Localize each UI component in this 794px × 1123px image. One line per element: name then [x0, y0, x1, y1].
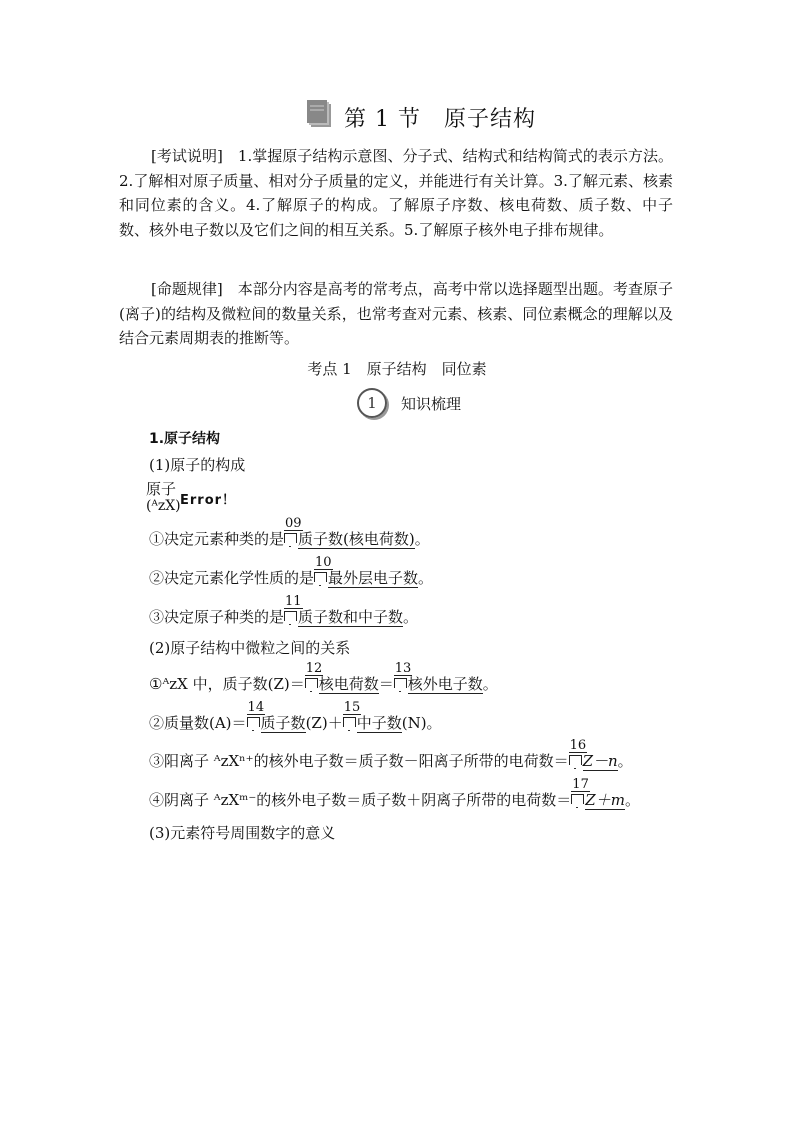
blank-box-icon — [284, 533, 297, 543]
blank-box-icon — [343, 717, 356, 727]
blank-number: 14 — [247, 700, 265, 715]
punctuation: 。 — [482, 675, 498, 693]
blank-box-icon — [569, 755, 582, 765]
heading-symbol-numbers: (3)元素符号周围数字的意义 — [149, 824, 336, 842]
book-icon — [307, 98, 333, 128]
blank-box-icon — [305, 678, 318, 688]
relation-line-4-prefix: ④阴离子 ᴬᴢXᵐ⁻的核外电子数＝质子数＋阴离子所带的电荷数＝ — [149, 791, 572, 809]
relation-line-1-prefix: ①ᴬᴢX 中，质子数(Z)＝ — [149, 675, 305, 693]
answer-text: 质子数和中子数 — [298, 608, 404, 626]
answer-text: 最外层电子数 — [328, 569, 419, 587]
blank-number: 15 — [343, 700, 361, 715]
answer-blank-14 — [247, 700, 265, 732]
fill-line-3 — [149, 594, 419, 627]
answer-text: 核外电子数 — [407, 675, 483, 693]
relation-line-1 — [149, 661, 498, 694]
relation-line-3 — [149, 738, 633, 771]
blank-number: 16 — [569, 738, 587, 753]
fill-line-3-prefix: ③决定原子种类的是 — [149, 608, 285, 626]
atom-label: 原子 — [146, 480, 177, 498]
error-text: Error！ — [180, 493, 237, 508]
blank-box-icon — [394, 678, 407, 688]
heading-atom-structure: 1.原子结构 — [149, 431, 221, 447]
answer-blank-15 — [343, 700, 361, 732]
relation-line-2-prefix: ②质量数(A)＝ — [149, 714, 247, 732]
section-label: 知识梳理 — [401, 395, 462, 413]
punctuation: 。 — [414, 530, 430, 548]
page-title: 第 1 节 原子结构 — [344, 107, 536, 132]
answer-blank-16 — [569, 738, 587, 770]
punctuation: 。 — [418, 569, 434, 587]
answer-text: 核电荷数 — [318, 675, 379, 693]
blank-number: 13 — [394, 661, 412, 676]
blank-number: 17 — [572, 777, 589, 792]
punctuation: 。 — [624, 791, 640, 809]
relation-line-4 — [149, 777, 640, 810]
answer-blank-17 — [571, 777, 589, 809]
heading-particle-relations: (2)原子结构中微粒之间的关系 — [149, 639, 351, 657]
circle-number-icon: 1 — [357, 388, 387, 418]
equals-sign: ＝ — [378, 675, 394, 693]
answer-blank-10 — [314, 555, 332, 587]
answer-blank-09 — [284, 516, 302, 548]
answer-blank-12 — [305, 661, 323, 693]
blank-number: 11 — [285, 594, 302, 609]
answer-blank-13 — [394, 661, 412, 693]
blank-box-icon — [284, 611, 297, 621]
blank-number: 12 — [305, 661, 323, 676]
answer-text: 质子数 — [260, 714, 306, 732]
atom-symbol: (ᴬᴢX) — [146, 498, 181, 514]
topic-heading: 考点 1 原子结构 同位素 — [307, 360, 487, 378]
fill-line-1 — [149, 516, 430, 549]
answer-text: 中子数 — [356, 714, 402, 732]
punctuation: 。 — [617, 752, 633, 770]
blank-box-icon — [571, 794, 584, 804]
blank-number: 10 — [315, 555, 332, 570]
answer-text: 质子数(核电荷数) — [298, 530, 415, 548]
punctuation: 。 — [403, 608, 419, 626]
blank-box-icon — [314, 572, 327, 582]
fill-line-2-prefix: ②决定元素化学性质的是 — [149, 569, 315, 587]
proposition-rules: [命题规律] 本部分内容是高考的常考点，高考中常以选择题型出题。考查原子(离子)的结构及微粒间的数量关系，也常考查对元素、核素、同位素概念的理解以及结合元素周期表的推断等。 — [119, 280, 673, 347]
exam-description: [考试说明] 1.掌握原子结构示意图、分子式、结构式和结构简式的表示方法。2.了解相对原子质量、相对分子质量的定义，并能进行有关计算。3.了解元素、核素和同位素的含义。4.了解原子的构成。了解原子序数、核电荷数、质子数、中子数、核外电子数以及它们之间的相互关系。5.了解原子核外电子排布规律。 — [119, 147, 673, 239]
blank-number: 09 — [285, 516, 302, 531]
fill-line-1-prefix: ①决定元素种类的是 — [149, 530, 285, 548]
title-row — [0, 98, 794, 138]
fill-line-2 — [149, 555, 434, 588]
relation-line-2 — [149, 700, 442, 733]
relation-line-3-prefix: ③阳离子 ᴬᴢXⁿ⁺的核外电子数＝质子数－阳离子所带的电荷数＝ — [149, 752, 569, 770]
blank-box-icon — [247, 717, 260, 727]
relation-suffix: (N)。 — [401, 714, 442, 732]
answer-blank-11 — [284, 594, 302, 626]
relation-mid: (Z)＋ — [305, 714, 343, 732]
answer-text: Z－n — [582, 752, 618, 770]
heading-atom-composition: (1)原子的构成 — [149, 456, 246, 474]
answer-text: Z＋m — [585, 791, 625, 809]
